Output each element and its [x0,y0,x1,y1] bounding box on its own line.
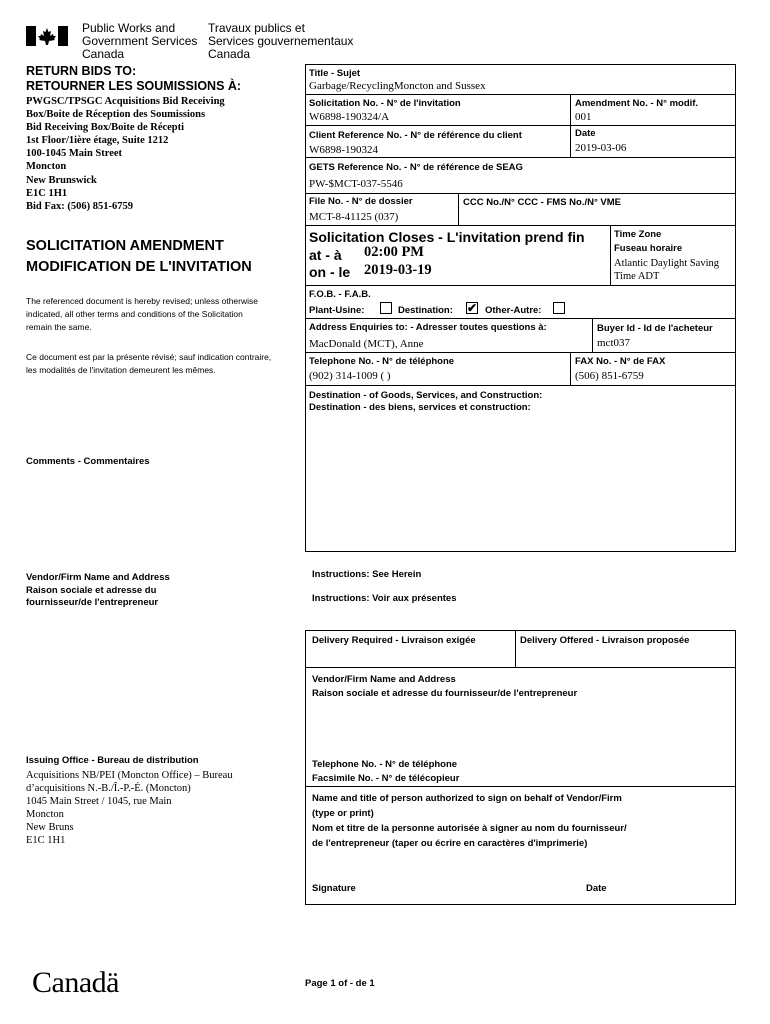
document-title-en: SOLICITATION AMENDMENT [26,238,224,254]
delivery-offered-label: Delivery Offered - Livraison proposée [520,635,690,646]
return-bids-title-en: RETURN BIDS TO: [26,64,137,78]
revision-note-en [26,295,258,334]
time-zone-label-en: Time Zone [614,229,662,240]
address-line: Moncton [26,161,67,173]
ccc-number-label: CCC No./N° CCC - FMS No./N° VME [463,197,622,208]
gets-reference-value: PW-$MCT-037-5546 [309,178,403,190]
vendor-telephone-label: Telephone No. - N° de téléphone [312,759,458,770]
note-line: The referenced document is hereby revised; unless otherwise [26,296,258,306]
department-name-fr [208,22,353,61]
address-enquiries-label: Address Enquiries to: - Adresser toutes questions à: [309,322,547,333]
department-name-en [82,22,197,61]
fob-label: F.O.B. - F.A.B. [309,289,371,300]
other-autre-label: Other-Autre: [485,305,542,316]
vendor-label-line: Raison sociale et adresse du fournisseur/de l'entrepreneur [312,688,578,699]
auth-label-line: Name and title of person authorized to sign on behalf of Vendor/Firm [312,793,622,804]
file-number-value: MCT-8-41125 (037) [309,211,399,223]
return-bids-heading [26,64,241,94]
address-line: 100-1045 Main Street [26,148,123,160]
issuing-line: 1045 Main Street / 1045, rue Main [26,796,172,807]
gets-reference-label: GETS Reference No. - N° de référence de SEAG [309,162,523,173]
vendor-label-line: Vendor/Firm Name and Address [312,674,456,685]
auth-label-line: Nom et titre de la personne autorisée à signer au nom du fournisseur/ [312,823,627,834]
dept-fr-line: Travaux publics et [208,21,305,35]
note-line: Ce document est par la présente révisé; sauf indication contraire, [26,352,272,362]
issuing-line: Moncton [26,809,64,820]
instructions-en: Instructions: See Herein [312,569,422,580]
closing-on-label: on - le [309,264,351,280]
dept-en-line: Canada [82,47,125,61]
address-line: Bid Receiving Box/Boite de Récepti [26,122,185,134]
canada-flag-icon [26,26,68,46]
date-label: Date [575,128,596,139]
issuing-office-address [26,769,233,847]
instructions-fr: Instructions: Voir aux présentes [312,593,457,604]
time-zone-label-fr: Fuseau horaire [614,243,683,254]
comments-label: Comments - Commentaires [26,456,150,467]
address-line: E1C 1H1 [26,187,68,199]
solicitation-closes-label: Solicitation Closes - L'invitation prend fin [309,229,585,245]
buyer-id-label: Buyer Id - Id de l'acheteur [597,323,713,334]
delivery-required-label: Delivery Required - Livraison exigée [312,635,476,646]
auth-label-line: (type or print) [312,808,374,819]
revision-note-fr [26,351,271,377]
solicitation-number-label: Solicitation No. - N° de l'invitation [309,98,461,109]
issuing-line: Acquisitions NB/PEI (Moncton Office) – Bureau [26,770,233,781]
time-zone-label [614,228,682,256]
date-value: 2019-03-06 [575,142,627,154]
file-number-label: File No. - N° de dossier [309,196,413,207]
vendor-facsimile-label: Facsimile No. - N° de télécopieur [312,773,460,784]
document-title [26,236,252,278]
fax-label: FAX No. - N° de FAX [575,356,666,367]
client-reference-label: Client Reference No. - N° de référence du client [309,130,522,141]
buyer-id-value: mct037 [597,337,630,349]
issuing-line: New Bruns [26,822,74,833]
issuing-line: d’acquisitions N.-B./Î.-P.-É. (Moncton) [26,783,191,794]
canada-wordmark: Canadä [32,966,119,999]
amendment-number-label: Amendment No. - N° modif. [575,98,699,109]
amendment-number-value: 001 [575,111,592,123]
vendor-label-line: Raison sociale et adresse du [26,584,157,596]
destination-goods-label [309,390,542,414]
address-line: 1st Floor/1ière étage, Suite 1212 [26,135,169,147]
solicitation-number-value: W6898-190324/A [309,111,390,123]
fax-value: (506) 851-6759 [575,370,644,382]
dept-fr-line: Canada [208,47,251,61]
vendor-firm-label [26,572,170,610]
note-line: les modalités de l'invitation demeurent les mêmes. [26,365,216,375]
telephone-label: Telephone No. - N° de téléphone [309,356,455,367]
vendor-label-line: Vendor/Firm Name and Address [26,572,170,583]
vendor-label-line: fournisseur/de l'entrepreneur [26,597,159,608]
signature-date-label: Date [586,883,607,894]
signature-label: Signature [312,883,356,894]
document-title-fr: MODIFICATION DE L'INVITATION [26,259,252,275]
title-value: Garbage/RecyclingMoncton and Sussex [309,80,486,92]
address-line: New Brunswick [26,174,97,186]
destination-goods-label-en: Destination - of Goods, Services, and Construction: [309,390,543,401]
issuing-office-label: Issuing Office - Bureau de distribution [26,755,199,766]
time-zone-value [614,257,719,283]
dept-en-line: Government Services [82,34,198,48]
authorized-person-label [312,791,627,851]
vendor-name-address-label [312,673,577,701]
address-line: Box/Boite de Réception des Soumissions [26,109,206,121]
closing-time-value: 02:00 PM [364,244,424,260]
address-enquiries-value: MacDonald (MCT), Anne [309,338,424,350]
address-line: PWGSC/TPSGC Acquisitions Bid Receiving [26,96,225,107]
page-number: Page 1 of - de 1 [305,978,375,989]
closing-at-label: at - à [309,247,342,263]
title-label: Title - Sujet [309,68,361,79]
time-zone-value-line: Atlantic Daylight Saving [614,258,719,269]
return-bids-title-fr: RETOURNER LES SOUMISSIONS À: [26,79,242,93]
dept-en-line: Public Works and [82,21,176,35]
destination-goods-label-fr: Destination - des biens, services et construction: [309,402,531,413]
telephone-value: (902) 314-1009 ( ) [309,370,391,382]
destination-label: Destination: [398,305,453,316]
note-line: remain the same. [26,322,92,332]
plant-usine-checkbox[interactable] [380,302,392,314]
return-bids-address [26,95,225,213]
dept-fr-line: Services gouvernementaux [208,34,354,48]
bid-fax-line: Bid Fax: (506) 851-6759 [26,200,134,212]
issuing-line: E1C 1H1 [26,835,66,846]
time-zone-value-line: Time ADT [614,271,660,282]
note-line: indicated, all other terms and conditions of the Solicitation [26,309,243,319]
auth-label-line: de l'entrepreneur (taper ou écrire en caractères d'imprimerie) [312,838,588,849]
plant-usine-label: Plant-Usine: [309,305,365,316]
destination-checkbox[interactable]: ✔ [467,301,478,315]
client-reference-value: W6898-190324 [309,144,379,156]
other-autre-checkbox[interactable] [553,302,565,314]
closing-date-value: 2019-03-19 [364,262,432,278]
